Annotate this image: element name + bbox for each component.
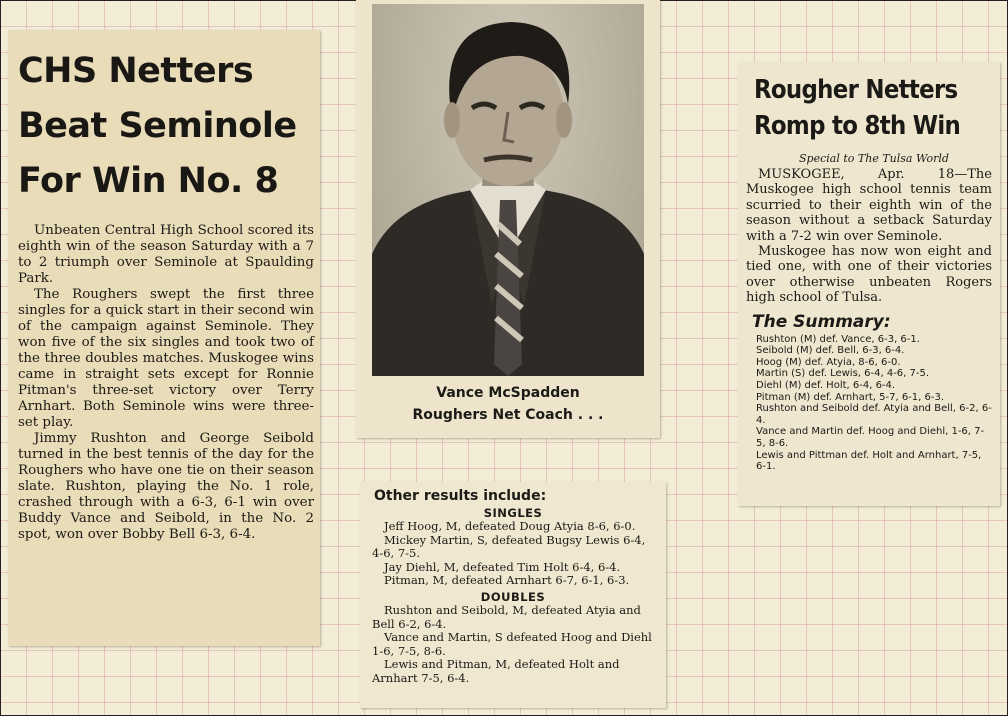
portrait-illustration (372, 4, 644, 376)
summary-item: Rushton and Seibold def. Atyia and Bell, 6-2, 6-4. (756, 403, 992, 426)
clipping-other-results (360, 482, 666, 708)
result-item: Lewis and Pitman, M, defeated Holt and Arnhart 7-5, 6-4. (372, 657, 620, 685)
results-heading: Other results include: (374, 488, 547, 504)
headline-line: Rougher Netters (754, 75, 958, 105)
article-paragraph: MUSKOGEE, Apr. 18—The Muskogee high school tennis team scurried to their eighth win of the season without a setback Saturday with a 7-2 win over Seminole. (746, 167, 992, 244)
result-item: Rushton and Seibold, M, defeated Atyia and Bell 6-2, 6-4. (372, 602, 641, 631)
summary-item: Vance and Martin def. Hoog and Diehl, 1-6, 7-5, 8-6. (756, 426, 985, 449)
doubles-list (372, 604, 658, 686)
byline-special: Special to The Tulsa World (799, 152, 949, 165)
result-item: Jay Diehl, M, defeated Tim Holt 6-4, 6-4. (384, 559, 621, 574)
summary-item: Lewis and Pittman def. Holt and Arnhart, 7-5, 6-1. (756, 449, 982, 473)
headline-line: Romp to 8th Win (754, 111, 961, 141)
singles-heading: SINGLES (483, 506, 543, 520)
headline-line: CHS Netters (18, 51, 254, 91)
coach-portrait-photo (372, 4, 644, 376)
headline-line: For Win No. 8 (18, 161, 279, 201)
summary-item: Martin (S) def. Lewis, 6-4, 4-6, 7-5. (756, 368, 930, 380)
summary-item: Rushton (M) def. Vance, 6-3, 6-1. (756, 333, 920, 345)
clipping-rougher-netters (738, 62, 1000, 506)
result-item: Vance and Martin, S defeated Hoog and Diehl 1-6, 7-5, 8-6. (372, 630, 652, 658)
summary-item: Diehl (M) def. Holt, 6-4, 6-4. (756, 380, 896, 392)
result-item: Pitman, M, defeated Arnhart 6-7, 6-1, 6-3. (384, 573, 630, 588)
article-body (18, 223, 314, 543)
caption-name: Vance McSpadden (436, 385, 580, 401)
article-paragraph: Muskogee has now won eight and tied one, with one of their victories over otherwise unbeaten Rogers high school of Tulsa. (746, 244, 992, 306)
summary-heading: The Summary: (752, 311, 891, 332)
headline-rougher-netters (754, 72, 970, 144)
article-body (746, 167, 992, 306)
result-item: Mickey Martin, S, defeated Bugsy Lewis 6-4, 4-6, 7-5. (372, 532, 646, 561)
caption-title: Roughers Net Coach . . . (412, 407, 604, 423)
clipping-chs-netters (8, 30, 320, 646)
clipping-coach-photo (356, 0, 660, 438)
article-paragraph: The Roughers swept the first three singles for a quick start in their second win of the campaign against Seminole. They won five of the six singles and took two of the three doubles matches. Muskogee wins came in straight sets except for Ronnie Pitman's three-set victory over Terry Arnhart. Both Seminole wins were three-set play. (18, 287, 314, 430)
summary-item: Hoog (M) def. Atyia, 8-6, 6-0. (756, 356, 901, 368)
photo-caption (356, 382, 660, 426)
summary-list (756, 334, 992, 473)
article-paragraph: Jimmy Rushton and George Seibold turned in the best tennis of the day for the Roughers who have one tie on their season slate. Rushton, playing the No. 1 role, crashed through with a 6-3, 6-1 win over Buddy Vance and Seibold, in the No. 2 spot, won over Bobby Bell 6-3, 6-4. (18, 431, 314, 542)
result-item: Jeff Hoog, M, defeated Doug Atyia 8-6, 6-0. (384, 519, 636, 533)
summary-item: Pitman (M) def. Arnhart, 5-7, 6-1, 6-3. (756, 391, 945, 403)
summary-item: Seibold (M) def. Bell, 6-3, 6-4. (756, 345, 905, 357)
article-paragraph: Unbeaten Central High School scored its eighth win of the season Saturday with a 7 to 2 triumph over Seminole at Spaulding Park. (18, 223, 314, 286)
doubles-heading: DOUBLES (480, 589, 546, 604)
headline-line: Beat Seminole (18, 106, 297, 146)
headline-chs-netters (18, 44, 320, 209)
singles-list (372, 520, 658, 588)
